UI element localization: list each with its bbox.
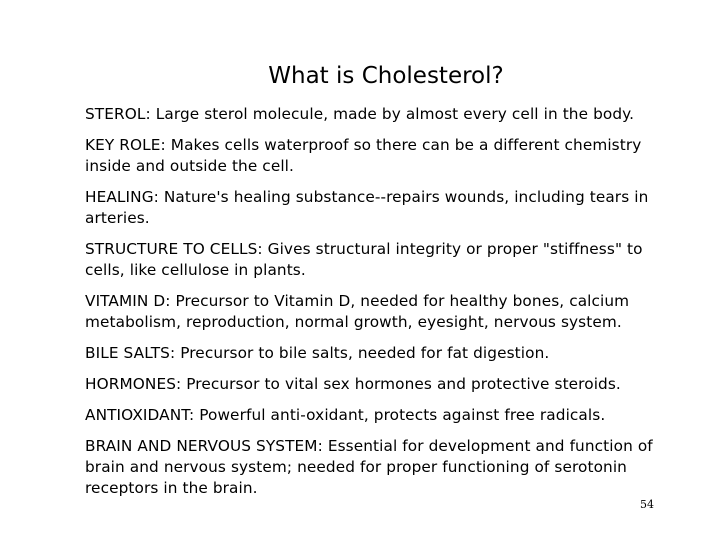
paragraph-structure-to-cells: STRUCTURE TO CELLS: Gives structural integrity or proper "stiffness" to cells, like cellulose in plants.	[85, 240, 643, 279]
paragraph-key-role: KEY ROLE: Makes cells waterproof so there can be a different chemistry inside and outside the cell.	[85, 136, 642, 175]
paragraph-vitamin-d: VITAMIN D: Precursor to Vitamin D, needed for healthy bones, calcium metabolism, reproduction, normal growth, eyesight, nervous system.	[85, 292, 630, 331]
slide-body	[85, 104, 685, 509]
page-number: 54	[640, 498, 654, 511]
slide-title: What is Cholesterol?	[268, 63, 504, 89]
paragraph-bile-salts: BILE SALTS: Precursor to bile salts, needed for fat digestion.	[85, 344, 550, 362]
paragraph-healing: HEALING: Nature's healing substance--repairs wounds, including tears in arteries.	[85, 188, 649, 227]
paragraph-hormones: HORMONES: Precursor to vital sex hormones and protective steroids.	[85, 375, 621, 393]
paragraph-antioxidant: ANTIOXIDANT: Powerful anti-oxidant, protects against free radicals.	[85, 406, 606, 424]
paragraph-sterol: STEROL: Large sterol molecule, made by almost every cell in the body.	[85, 105, 635, 123]
paragraph-brain-nervous-system: BRAIN AND NERVOUS SYSTEM: Essential for development and function of brain and nervous system; needed for proper functioning of serotonin receptors in the brain.	[85, 437, 653, 497]
